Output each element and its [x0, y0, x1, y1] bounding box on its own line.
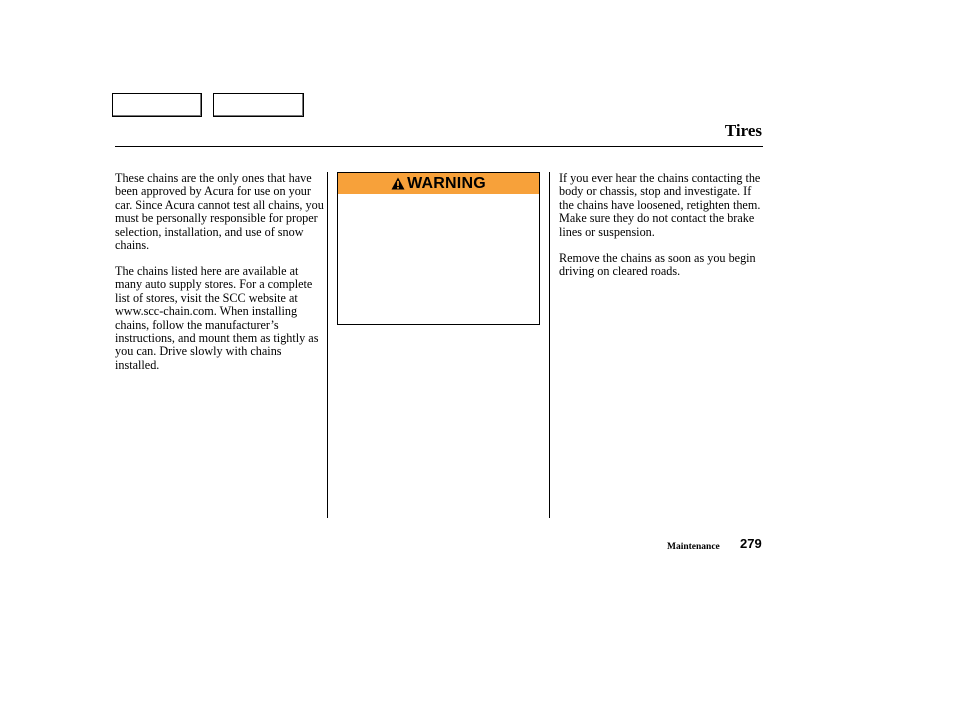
right-paragraph-1: If you ever hear the chains contacting the body or chassis, stop and investigate. If the chains have loosened, retighten them. Make sure they do not contact the brake lines or suspension. [559, 171, 761, 239]
right-paragraph-2: Remove the chains as soon as you begin driving on cleared roads. [559, 250, 756, 279]
nav-next-button[interactable] [213, 93, 304, 117]
column-divider-right [549, 172, 550, 518]
header-rule [115, 146, 763, 147]
nav-previous-button[interactable] [112, 93, 202, 117]
warning-label: WARNING [407, 174, 486, 192]
left-paragraph-1: These chains are the only ones that have been approved by Acura for use on your car. Since Acura cannot test all chains, you must be personally responsible for proper selection, installation, and use of snow chains. [115, 171, 324, 253]
left-column [115, 172, 325, 385]
column-divider-left [327, 172, 328, 518]
page-title: Tires [724, 121, 762, 140]
left-paragraph-2: The chains listed here are available at many auto supply stores. For a complete list of stores, visit the SCC website at www.scc-chain.com. When installing chains, follow the manufacturer’s instructions, and mount them as tightly as you can. Drive slowly with chains installed. [115, 264, 319, 372]
warning-triangle-icon [391, 177, 405, 190]
warning-box [337, 172, 540, 325]
warning-header [338, 173, 539, 194]
page-number: 279 [740, 536, 762, 551]
footer-section-label: Maintenance [667, 542, 720, 552]
right-column [559, 172, 765, 291]
